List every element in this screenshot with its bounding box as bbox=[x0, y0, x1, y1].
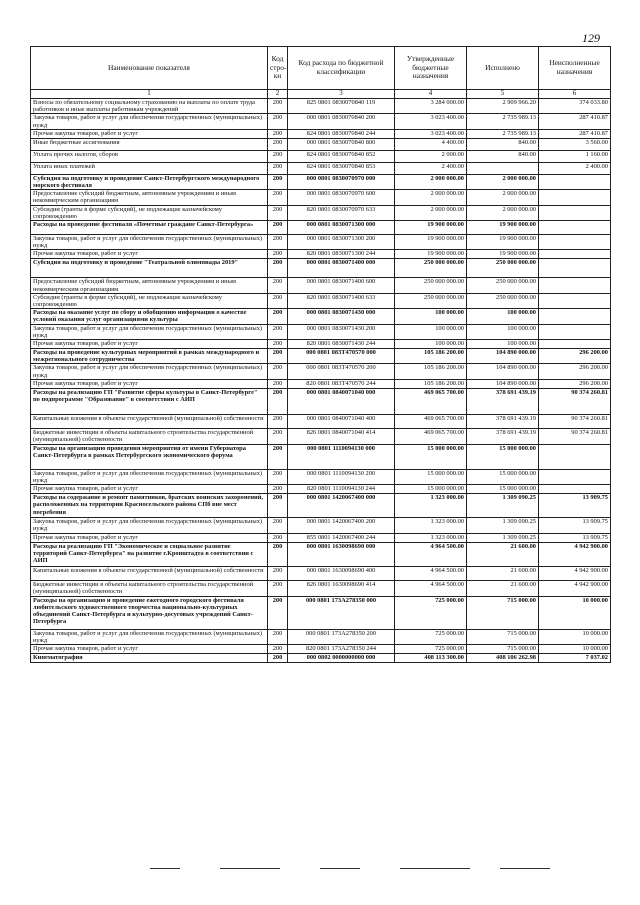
header-unexecuted: Неисполненные назначения bbox=[539, 47, 611, 90]
row-classification-code: 000 0801 0830070970 000 bbox=[288, 174, 395, 189]
row-name: Капитальные вложения в объекты государственной (муниципальной) собственности bbox=[31, 414, 268, 428]
row-approved: 15 000 000.00 bbox=[395, 469, 467, 484]
table-body bbox=[31, 99, 611, 663]
row-unexecuted: 4 942 900.00 bbox=[539, 542, 611, 566]
row-line-code: 200 bbox=[268, 190, 288, 205]
row-name: Уплата прочих налогов, сборов bbox=[31, 150, 268, 162]
table-row bbox=[31, 469, 611, 484]
row-name: Закупка товаров, работ и услуг для обеспечения государственных (муниципальных) нужд bbox=[31, 324, 268, 339]
column-number: 5 bbox=[467, 90, 539, 99]
row-name: Кинематография bbox=[31, 654, 268, 663]
table-row bbox=[31, 205, 611, 220]
row-executed: 2 735 989.13 bbox=[467, 114, 539, 129]
table-row bbox=[31, 309, 611, 324]
row-unexecuted: 296 200.00 bbox=[539, 364, 611, 379]
row-executed: 840.00 bbox=[467, 138, 539, 150]
table-row bbox=[31, 485, 611, 494]
row-executed: 100 000.00 bbox=[467, 309, 539, 324]
row-unexecuted: 13 909.75 bbox=[539, 518, 611, 533]
row-executed: 378 691 439.19 bbox=[467, 388, 539, 414]
row-unexecuted bbox=[539, 190, 611, 205]
row-name: Прочая закупка товаров, работ и услуг bbox=[31, 379, 268, 388]
row-line-code: 200 bbox=[268, 205, 288, 220]
row-approved: 2 000 000.00 bbox=[395, 205, 467, 220]
row-classification-code: 820 0801 173А278350 244 bbox=[288, 645, 395, 654]
row-name: Субсидии (гранты в форме субсидий), не подлежащие казначейскому сопровождению bbox=[31, 205, 268, 220]
row-line-code: 200 bbox=[268, 428, 288, 444]
column-number: 1 bbox=[31, 90, 268, 99]
row-line-code: 200 bbox=[268, 259, 288, 278]
row-approved: 1 323 000.00 bbox=[395, 533, 467, 542]
row-name: Предоставление субсидий бюджетным, автономным учреждениям и иным некоммерческим организациям bbox=[31, 190, 268, 205]
table-row bbox=[31, 99, 611, 114]
row-line-code: 200 bbox=[268, 542, 288, 566]
row-executed: 1 309 090.25 bbox=[467, 533, 539, 542]
row-executed: 250 000 000.00 bbox=[467, 293, 539, 308]
row-name: Расходы на проведение фестиваля «Почетные граждане Санкт-Петербурга» bbox=[31, 221, 268, 235]
row-executed: 250 000 000.00 bbox=[467, 259, 539, 278]
row-unexecuted bbox=[539, 324, 611, 339]
row-executed: 2 000 000.00 bbox=[467, 205, 539, 220]
table-row bbox=[31, 580, 611, 596]
row-classification-code: 000 0801 083Т470570 000 bbox=[288, 349, 395, 364]
row-name: Взносы по обязательному социальному страхованию на выплаты по оплате труда работников и иные выплаты работникам учреждений bbox=[31, 99, 268, 114]
row-classification-code: 825 0801 0830070840 119 bbox=[288, 99, 395, 114]
table-row bbox=[31, 596, 611, 629]
row-classification-code: 000 0801 0830071400 000 bbox=[288, 259, 395, 278]
row-unexecuted: 10 000.00 bbox=[539, 645, 611, 654]
row-approved: 3 284 000.00 bbox=[395, 99, 467, 114]
row-approved: 105 186 200.00 bbox=[395, 349, 467, 364]
row-name: Прочая закупка товаров, работ и услуг bbox=[31, 533, 268, 542]
row-classification-code: 000 0801 1630098690 000 bbox=[288, 542, 395, 566]
row-name: Бюджетные инвестиции в объекты капитального строительства государственной (муниципальной) собственности bbox=[31, 428, 268, 444]
row-approved: 105 186 200.00 bbox=[395, 379, 467, 388]
row-executed: 21 600.00 bbox=[467, 542, 539, 566]
table-row bbox=[31, 235, 611, 250]
row-approved: 2 000 000.00 bbox=[395, 190, 467, 205]
table-row bbox=[31, 364, 611, 379]
table-row bbox=[31, 428, 611, 444]
row-name: Иные бюджетные ассигнования bbox=[31, 138, 268, 150]
table-row bbox=[31, 533, 611, 542]
header-executed: Исполнено bbox=[467, 47, 539, 90]
row-approved: 4 400.00 bbox=[395, 138, 467, 150]
row-executed: 21 600.00 bbox=[467, 580, 539, 596]
row-executed: 104 890 000.00 bbox=[467, 364, 539, 379]
row-unexecuted bbox=[539, 259, 611, 278]
row-line-code: 200 bbox=[268, 485, 288, 494]
row-name: Бюджетные инвестиции в объекты капитального строительства государственной (муниципальной) собственности bbox=[31, 580, 268, 596]
row-line-code: 200 bbox=[268, 349, 288, 364]
row-approved: 4 964 500.00 bbox=[395, 542, 467, 566]
row-executed: 2 735 989.13 bbox=[467, 129, 539, 138]
table-row bbox=[31, 190, 611, 205]
row-name: Расходы на организацию проведения мероприятия от имени Губернатора Санкт-Петербурга в рамках Петербургского экономического форума bbox=[31, 444, 268, 469]
column-number: 4 bbox=[395, 90, 467, 99]
row-unexecuted: 374 033.80 bbox=[539, 99, 611, 114]
row-classification-code: 000 0801 173А278350 000 bbox=[288, 596, 395, 629]
row-approved: 725 000.00 bbox=[395, 645, 467, 654]
row-line-code: 200 bbox=[268, 580, 288, 596]
row-unexecuted: 13 909.75 bbox=[539, 533, 611, 542]
row-name: Расходы на содержание и ремонт памятников, братских воинских захоронений, расположенных на территории Красносельского района СПб вне мест погребения bbox=[31, 494, 268, 518]
row-line-code: 200 bbox=[268, 340, 288, 349]
row-name: Расходы на организацию и проведение ежегодного городского фестиваля любительского художественного творчества национально-культурных объединений Санкт-Петербурга и культурно-досуговых учреждений Санкт-Петербурга bbox=[31, 596, 268, 629]
row-approved: 250 000 000.00 bbox=[395, 259, 467, 278]
row-line-code: 200 bbox=[268, 174, 288, 189]
row-line-code: 200 bbox=[268, 388, 288, 414]
row-approved: 100 000.00 bbox=[395, 324, 467, 339]
row-unexecuted: 90 374 260.81 bbox=[539, 414, 611, 428]
row-line-code: 200 bbox=[268, 138, 288, 150]
header-approved: Утвержденные бюджетные назначения bbox=[395, 47, 467, 90]
row-line-code: 200 bbox=[268, 221, 288, 235]
row-classification-code: 000 0801 0830070840 800 bbox=[288, 138, 395, 150]
row-approved: 2 400.00 bbox=[395, 162, 467, 174]
table-row bbox=[31, 629, 611, 644]
row-classification-code: 000 0801 0830071430 000 bbox=[288, 309, 395, 324]
row-classification-code: 824 0801 0830070840 853 bbox=[288, 162, 395, 174]
row-unexecuted bbox=[539, 340, 611, 349]
table-row bbox=[31, 259, 611, 278]
row-executed: 2 909 966.20 bbox=[467, 99, 539, 114]
row-line-code: 200 bbox=[268, 444, 288, 469]
row-unexecuted: 4 942 900.00 bbox=[539, 580, 611, 596]
table-row bbox=[31, 414, 611, 428]
column-number: 6 bbox=[539, 90, 611, 99]
row-unexecuted: 7 037.02 bbox=[539, 654, 611, 663]
row-approved: 19 900 000.00 bbox=[395, 235, 467, 250]
row-unexecuted bbox=[539, 293, 611, 308]
table-row bbox=[31, 324, 611, 339]
table-row bbox=[31, 174, 611, 189]
row-executed: 15 000 000.00 bbox=[467, 469, 539, 484]
row-line-code: 200 bbox=[268, 645, 288, 654]
row-unexecuted: 287 410.87 bbox=[539, 129, 611, 138]
row-approved: 15 000 000.00 bbox=[395, 485, 467, 494]
table-row bbox=[31, 293, 611, 308]
row-name: Закупка товаров, работ и услуг для обеспечения государственных (муниципальных) нужд bbox=[31, 235, 268, 250]
row-classification-code: 000 0801 0830070840 200 bbox=[288, 114, 395, 129]
row-classification-code: 000 0801 173А278350 200 bbox=[288, 629, 395, 644]
table-row bbox=[31, 221, 611, 235]
row-name: Прочая закупка товаров, работ и услуг bbox=[31, 645, 268, 654]
row-executed: 100 000.00 bbox=[467, 340, 539, 349]
row-approved: 4 964 500.00 bbox=[395, 580, 467, 596]
row-line-code: 200 bbox=[268, 364, 288, 379]
table-row bbox=[31, 150, 611, 162]
row-approved: 2 000 000.00 bbox=[395, 174, 467, 189]
row-classification-code: 000 0801 0830071430 200 bbox=[288, 324, 395, 339]
row-unexecuted bbox=[539, 235, 611, 250]
row-unexecuted: 1 160.00 bbox=[539, 150, 611, 162]
table-row bbox=[31, 654, 611, 663]
table-row bbox=[31, 340, 611, 349]
row-name: Закупка товаров, работ и услуг для обеспечения государственных (муниципальных) нужд bbox=[31, 469, 268, 484]
row-name: Капитальные вложения в объекты государственной (муниципальной) собственности bbox=[31, 566, 268, 580]
row-name: Расходы на оказание услуг по сбору и обобщению информации о качестве условий оказания услуг организациями культуры bbox=[31, 309, 268, 324]
row-classification-code: 000 0801 083Т470570 200 bbox=[288, 364, 395, 379]
row-executed: 715 000.00 bbox=[467, 596, 539, 629]
table-row bbox=[31, 379, 611, 388]
row-classification-code: 824 0801 0830070840 852 bbox=[288, 150, 395, 162]
row-line-code: 200 bbox=[268, 414, 288, 428]
row-executed: 2 000 000.00 bbox=[467, 174, 539, 189]
column-number: 2 bbox=[268, 90, 288, 99]
row-executed: 19 900 000.00 bbox=[467, 221, 539, 235]
row-approved: 3 023 400.00 bbox=[395, 114, 467, 129]
row-approved: 469 065 700.00 bbox=[395, 388, 467, 414]
table-row bbox=[31, 162, 611, 174]
row-name: Прочая закупка товаров, работ и услуг bbox=[31, 485, 268, 494]
row-classification-code: 000 0801 0840071040 400 bbox=[288, 414, 395, 428]
table-row bbox=[31, 250, 611, 259]
row-unexecuted: 90 374 260.81 bbox=[539, 428, 611, 444]
row-classification-code: 000 0801 1110094130 000 bbox=[288, 444, 395, 469]
header-classification: Код расхода по бюджетной классификации bbox=[288, 47, 395, 90]
row-line-code: 200 bbox=[268, 469, 288, 484]
row-executed: 104 890 000.00 bbox=[467, 379, 539, 388]
row-name: Предоставление субсидий бюджетным, автономным учреждениям и иным некоммерческим организациям bbox=[31, 278, 268, 293]
row-line-code: 200 bbox=[268, 494, 288, 518]
table-row bbox=[31, 388, 611, 414]
header-line-code: Код стро-ки bbox=[268, 47, 288, 90]
table-row bbox=[31, 645, 611, 654]
row-classification-code: 826 0801 1630098690 414 bbox=[288, 580, 395, 596]
row-line-code: 200 bbox=[268, 533, 288, 542]
row-classification-code: 000 0801 0830071300 200 bbox=[288, 235, 395, 250]
row-unexecuted bbox=[539, 485, 611, 494]
row-classification-code: 855 0801 1420067400 244 bbox=[288, 533, 395, 542]
row-approved: 2 000.00 bbox=[395, 150, 467, 162]
row-executed: 2 000 000.00 bbox=[467, 190, 539, 205]
row-line-code: 200 bbox=[268, 654, 288, 663]
row-line-code: 200 bbox=[268, 278, 288, 293]
table-header-row bbox=[31, 47, 611, 90]
row-approved: 1 323 000.00 bbox=[395, 494, 467, 518]
scan-bottom-marks bbox=[20, 868, 620, 878]
row-line-code: 200 bbox=[268, 379, 288, 388]
row-unexecuted: 296 200.00 bbox=[539, 349, 611, 364]
row-unexecuted: 10 000.00 bbox=[539, 596, 611, 629]
row-line-code: 200 bbox=[268, 566, 288, 580]
row-line-code: 200 bbox=[268, 518, 288, 533]
row-unexecuted bbox=[539, 205, 611, 220]
row-name: Закупка товаров, работ и услуг для обеспечения государственных (муниципальных) нужд bbox=[31, 629, 268, 644]
header-name: Наименование показателя bbox=[31, 47, 268, 90]
row-classification-code: 000 0801 0830071300 000 bbox=[288, 221, 395, 235]
row-classification-code: 000 0802 0000000000 000 bbox=[288, 654, 395, 663]
row-unexecuted: 90 374 260.81 bbox=[539, 388, 611, 414]
table-row bbox=[31, 444, 611, 469]
row-name: Прочая закупка товаров, работ и услуг bbox=[31, 129, 268, 138]
row-executed: 1 309 090.25 bbox=[467, 494, 539, 518]
row-line-code: 200 bbox=[268, 114, 288, 129]
row-approved: 19 900 000.00 bbox=[395, 221, 467, 235]
row-name: Расходы на реализацию ГП "Развитие сферы культуры в Санкт-Петербурге" по подпрограмме "Образование" в соответствии с АИП bbox=[31, 388, 268, 414]
row-name: Закупка товаров, работ и услуг для обеспечения государственных (муниципальных) нужд bbox=[31, 114, 268, 129]
row-approved: 725 000.00 bbox=[395, 596, 467, 629]
row-line-code: 200 bbox=[268, 250, 288, 259]
row-line-code: 200 bbox=[268, 324, 288, 339]
row-executed: 250 000 000.00 bbox=[467, 278, 539, 293]
row-approved: 725 000.00 bbox=[395, 629, 467, 644]
row-unexecuted bbox=[539, 174, 611, 189]
table-row bbox=[31, 518, 611, 533]
row-classification-code: 824 0801 0830070840 244 bbox=[288, 129, 395, 138]
table-row bbox=[31, 114, 611, 129]
row-line-code: 200 bbox=[268, 99, 288, 114]
row-name: Уплата иных платежей bbox=[31, 162, 268, 174]
row-executed: 15 000 000.00 bbox=[467, 485, 539, 494]
row-line-code: 200 bbox=[268, 309, 288, 324]
row-executed: 15 000 000.00 bbox=[467, 444, 539, 469]
row-approved: 1 323 000.00 bbox=[395, 518, 467, 533]
row-executed: 19 900 000.00 bbox=[467, 250, 539, 259]
row-classification-code: 000 0801 1110094130 200 bbox=[288, 469, 395, 484]
row-executed: 1 309 090.25 bbox=[467, 518, 539, 533]
table-row bbox=[31, 349, 611, 364]
row-executed: 21 600.00 bbox=[467, 566, 539, 580]
row-line-code: 200 bbox=[268, 235, 288, 250]
row-classification-code: 000 0801 1630098690 400 bbox=[288, 566, 395, 580]
row-unexecuted: 296 200.00 bbox=[539, 379, 611, 388]
row-classification-code: 820 0801 0830071400 633 bbox=[288, 293, 395, 308]
row-unexecuted bbox=[539, 250, 611, 259]
table-row bbox=[31, 542, 611, 566]
row-name: Закупка товаров, работ и услуг для обеспечения государственных (муниципальных) нужд bbox=[31, 518, 268, 533]
column-number: 3 bbox=[288, 90, 395, 99]
row-executed: 378 691 439.19 bbox=[467, 428, 539, 444]
row-line-code: 200 bbox=[268, 162, 288, 174]
row-approved: 100 000.00 bbox=[395, 340, 467, 349]
row-classification-code: 000 0801 0830070970 600 bbox=[288, 190, 395, 205]
row-classification-code: 000 0801 0840071040 000 bbox=[288, 388, 395, 414]
row-unexecuted: 3 560.00 bbox=[539, 138, 611, 150]
row-classification-code: 820 0801 0830071300 244 bbox=[288, 250, 395, 259]
row-approved: 15 000 000.00 bbox=[395, 444, 467, 469]
table-row bbox=[31, 138, 611, 150]
budget-execution-table bbox=[30, 46, 611, 663]
row-executed: 715 000.00 bbox=[467, 645, 539, 654]
row-name: Прочая закупка товаров, работ и услуг bbox=[31, 340, 268, 349]
row-executed: 378 691 439.19 bbox=[467, 414, 539, 428]
row-unexecuted: 13 909.75 bbox=[539, 494, 611, 518]
row-line-code: 200 bbox=[268, 129, 288, 138]
row-approved: 105 186 200.00 bbox=[395, 364, 467, 379]
row-classification-code: 820 0801 0830070970 633 bbox=[288, 205, 395, 220]
table-row bbox=[31, 129, 611, 138]
row-unexecuted bbox=[539, 309, 611, 324]
row-executed: 19 900 000.00 bbox=[467, 235, 539, 250]
column-number-row bbox=[31, 90, 611, 99]
row-name: Закупка товаров, работ и услуг для обеспечения государственных (муниципальных) нужд bbox=[31, 364, 268, 379]
row-name: Прочая закупка товаров, работ и услуг bbox=[31, 250, 268, 259]
row-executed: 100 000.00 bbox=[467, 324, 539, 339]
row-name: Расходы на проведение культурных мероприятий в рамках международного и межрегионального сотрудничества bbox=[31, 349, 268, 364]
table-row bbox=[31, 494, 611, 518]
row-unexecuted: 287 410.87 bbox=[539, 114, 611, 129]
row-executed: 104 890 000.00 bbox=[467, 349, 539, 364]
row-approved: 469 065 700.00 bbox=[395, 414, 467, 428]
row-executed: 840.00 bbox=[467, 150, 539, 162]
row-name: Субсидия на подготовку и проведение Санкт-Петербургского международного морского фестиваля bbox=[31, 174, 268, 189]
table-row bbox=[31, 566, 611, 580]
row-line-code: 200 bbox=[268, 150, 288, 162]
row-unexecuted bbox=[539, 469, 611, 484]
row-line-code: 200 bbox=[268, 293, 288, 308]
row-executed: 408 106 262.98 bbox=[467, 654, 539, 663]
row-name: Субсидии (гранты в форме субсидий), не подлежащие казначейскому сопровождению bbox=[31, 293, 268, 308]
row-unexecuted: 4 942 900.00 bbox=[539, 566, 611, 580]
row-executed: 715 000.00 bbox=[467, 629, 539, 644]
row-unexecuted bbox=[539, 444, 611, 469]
row-classification-code: 000 0801 1420067400 000 bbox=[288, 494, 395, 518]
row-approved: 100 000.00 bbox=[395, 309, 467, 324]
row-unexecuted bbox=[539, 221, 611, 235]
row-unexecuted: 2 400.00 bbox=[539, 162, 611, 174]
row-classification-code: 820 0801 0830071430 244 bbox=[288, 340, 395, 349]
row-classification-code: 000 0801 1420067400 200 bbox=[288, 518, 395, 533]
row-approved: 250 000 000.00 bbox=[395, 293, 467, 308]
page-number: 129 bbox=[582, 31, 600, 45]
row-approved: 19 900 000.00 bbox=[395, 250, 467, 259]
row-executed bbox=[467, 162, 539, 174]
row-name: Расходы на реализацию ГП "Экономическое и социальное развитие территорий Санкт-Петербурга" на развитие г.Кронштадта в соответствии с АИП bbox=[31, 542, 268, 566]
row-classification-code: 000 0801 0830071400 600 bbox=[288, 278, 395, 293]
row-approved: 4 964 500.00 bbox=[395, 566, 467, 580]
row-approved: 469 065 700.00 bbox=[395, 428, 467, 444]
row-approved: 408 113 300.00 bbox=[395, 654, 467, 663]
row-name: Субсидия на подготовку и проведение "Театральной олимпиады 2019" bbox=[31, 259, 268, 278]
row-line-code: 200 bbox=[268, 596, 288, 629]
row-classification-code: 820 0801 083Т470570 244 bbox=[288, 379, 395, 388]
row-classification-code: 826 0801 0840071040 414 bbox=[288, 428, 395, 444]
row-unexecuted: 10 000.00 bbox=[539, 629, 611, 644]
row-approved: 250 000 000.00 bbox=[395, 278, 467, 293]
row-classification-code: 820 0801 1110094130 244 bbox=[288, 485, 395, 494]
table-row bbox=[31, 278, 611, 293]
row-approved: 3 023 400.00 bbox=[395, 129, 467, 138]
row-line-code: 200 bbox=[268, 629, 288, 644]
row-unexecuted bbox=[539, 278, 611, 293]
